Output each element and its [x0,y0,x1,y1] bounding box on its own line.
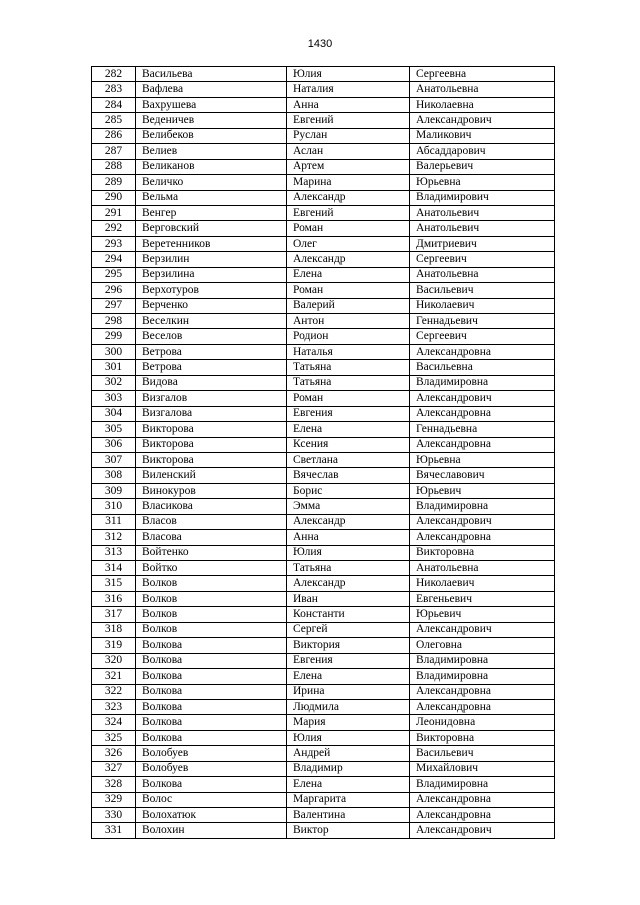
row-number-cell: 329 [92,792,136,807]
table-row [92,730,555,745]
middle-name-cell: Александрович [410,823,555,838]
middle-name-cell: Александровна [410,808,555,823]
table-row [92,267,555,282]
table-row [92,437,555,452]
row-number-cell: 317 [92,607,136,622]
row-number-cell: 296 [92,283,136,298]
first-name-cell: Людмила [287,699,410,714]
table-row [92,144,555,159]
row-number-cell: 318 [92,622,136,637]
first-name-cell: Родион [287,329,410,344]
middle-name-cell: Александровна [410,530,555,545]
row-number-cell: 286 [92,128,136,143]
first-name-cell: Константи [287,607,410,622]
middle-name-cell: Сергеевич [410,252,555,267]
row-number-cell: 304 [92,406,136,421]
row-number-cell: 297 [92,298,136,313]
middle-name-cell: Анатольевна [410,561,555,576]
middle-name-cell: Викторовна [410,545,555,560]
middle-name-cell: Александрович [410,391,555,406]
first-name-cell: Сергей [287,622,410,637]
first-name-cell: Виктория [287,638,410,653]
row-number-cell: 328 [92,777,136,792]
table-row [92,128,555,143]
middle-name-cell: Николаевна [410,97,555,112]
last-name-cell: Волкова [136,684,287,699]
first-name-cell: Евгения [287,406,410,421]
table-row [92,530,555,545]
table-row [92,406,555,421]
first-name-cell: Марина [287,175,410,190]
last-name-cell: Волобуев [136,761,287,776]
middle-name-cell: Викторовна [410,730,555,745]
row-number-cell: 289 [92,175,136,190]
table-row [92,97,555,112]
first-name-cell: Аслан [287,144,410,159]
first-name-cell: Валентина [287,808,410,823]
first-name-cell: Светлана [287,452,410,467]
table-row [92,622,555,637]
last-name-cell: Ветрова [136,344,287,359]
middle-name-cell: Васильевна [410,360,555,375]
middle-name-cell: Александрович [410,622,555,637]
last-name-cell: Веденичев [136,113,287,128]
first-name-cell: Ирина [287,684,410,699]
middle-name-cell: Александрович [410,514,555,529]
table-row [92,236,555,251]
middle-name-cell: Геннадьевна [410,422,555,437]
last-name-cell: Веретенников [136,236,287,251]
first-name-cell: Елена [287,422,410,437]
middle-name-cell: Владимировна [410,777,555,792]
row-number-cell: 324 [92,715,136,730]
table-row [92,314,555,329]
last-name-cell: Винокуров [136,483,287,498]
row-number-cell: 313 [92,545,136,560]
row-number-cell: 312 [92,530,136,545]
first-name-cell: Борис [287,483,410,498]
last-name-cell: Волобуев [136,746,287,761]
first-name-cell: Вячеслав [287,468,410,483]
middle-name-cell: Васильевич [410,283,555,298]
first-name-cell: Роман [287,283,410,298]
middle-name-cell: Александровна [410,684,555,699]
last-name-cell: Веселов [136,329,287,344]
last-name-cell: Вафлева [136,82,287,97]
row-number-cell: 288 [92,159,136,174]
names-table-body [92,67,555,839]
row-number-cell: 319 [92,638,136,653]
first-name-cell: Евгений [287,113,410,128]
first-name-cell: Юлия [287,67,410,82]
first-name-cell: Артем [287,159,410,174]
row-number-cell: 287 [92,144,136,159]
first-name-cell: Юлия [287,730,410,745]
first-name-cell: Антон [287,314,410,329]
last-name-cell: Вахрушева [136,97,287,112]
first-name-cell: Анна [287,97,410,112]
last-name-cell: Верченко [136,298,287,313]
middle-name-cell: Александровна [410,344,555,359]
last-name-cell: Велибеков [136,128,287,143]
row-number-cell: 325 [92,730,136,745]
last-name-cell: Видова [136,375,287,390]
last-name-cell: Великанов [136,159,287,174]
last-name-cell: Власов [136,514,287,529]
last-name-cell: Волков [136,607,287,622]
last-name-cell: Верговский [136,221,287,236]
row-number-cell: 308 [92,468,136,483]
row-number-cell: 321 [92,669,136,684]
row-number-cell: 305 [92,422,136,437]
last-name-cell: Венгер [136,205,287,220]
table-row [92,792,555,807]
table-row [92,607,555,622]
page-number: 1430 [307,38,333,50]
table-row [92,221,555,236]
middle-name-cell: Сергеевич [410,329,555,344]
middle-name-cell: Сергеевна [410,67,555,82]
table-row [92,283,555,298]
row-number-cell: 285 [92,113,136,128]
table-row [92,375,555,390]
last-name-cell: Волкова [136,669,287,684]
row-number-cell: 284 [92,97,136,112]
table-row [92,591,555,606]
table-row [92,746,555,761]
first-name-cell: Наталия [287,82,410,97]
middle-name-cell: Николаевич [410,576,555,591]
middle-name-cell: Юрьевна [410,452,555,467]
row-number-cell: 326 [92,746,136,761]
last-name-cell: Волос [136,792,287,807]
middle-name-cell: Владимировна [410,375,555,390]
row-number-cell: 299 [92,329,136,344]
table-row [92,576,555,591]
table-row [92,190,555,205]
last-name-cell: Васильева [136,67,287,82]
middle-name-cell: Леонидовна [410,715,555,730]
table-row [92,468,555,483]
row-number-cell: 310 [92,499,136,514]
row-number-cell: 320 [92,653,136,668]
first-name-cell: Руслан [287,128,410,143]
row-number-cell: 315 [92,576,136,591]
table-row [92,159,555,174]
row-number-cell: 282 [92,67,136,82]
table-row [92,82,555,97]
table-row [92,344,555,359]
table-row [92,823,555,838]
first-name-cell: Иван [287,591,410,606]
row-number-cell: 290 [92,190,136,205]
last-name-cell: Войтенко [136,545,287,560]
first-name-cell: Маргарита [287,792,410,807]
last-name-cell: Викторова [136,422,287,437]
last-name-cell: Волков [136,591,287,606]
row-number-cell: 298 [92,314,136,329]
table-row [92,205,555,220]
last-name-cell: Власикова [136,499,287,514]
last-name-cell: Верзилин [136,252,287,267]
table-row [92,499,555,514]
middle-name-cell: Александровна [410,406,555,421]
middle-name-cell: Геннадьевич [410,314,555,329]
row-number-cell: 302 [92,375,136,390]
last-name-cell: Визгалова [136,406,287,421]
middle-name-cell: Николаевич [410,298,555,313]
last-name-cell: Волкова [136,699,287,714]
row-number-cell: 307 [92,452,136,467]
middle-name-cell: Александрович [410,113,555,128]
first-name-cell: Евгения [287,653,410,668]
first-name-cell: Роман [287,221,410,236]
first-name-cell: Олег [287,236,410,251]
last-name-cell: Верхотуров [136,283,287,298]
table-row [92,298,555,313]
last-name-cell: Волков [136,622,287,637]
middle-name-cell: Александровна [410,792,555,807]
middle-name-cell: Евгеньевич [410,591,555,606]
table-row [92,684,555,699]
row-number-cell: 311 [92,514,136,529]
names-table [91,66,555,839]
last-name-cell: Визгалов [136,391,287,406]
middle-name-cell: Владимирович [410,190,555,205]
first-name-cell: Александр [287,514,410,529]
row-number-cell: 327 [92,761,136,776]
middle-name-cell: Владимировна [410,499,555,514]
first-name-cell: Елена [287,777,410,792]
first-name-cell: Елена [287,669,410,684]
middle-name-cell: Юрьевна [410,175,555,190]
last-name-cell: Велиев [136,144,287,159]
row-number-cell: 301 [92,360,136,375]
middle-name-cell: Вячеславович [410,468,555,483]
middle-name-cell: Анатольевич [410,205,555,220]
last-name-cell: Волохин [136,823,287,838]
row-number-cell: 303 [92,391,136,406]
last-name-cell: Волкова [136,638,287,653]
first-name-cell: Андрей [287,746,410,761]
first-name-cell: Роман [287,391,410,406]
middle-name-cell: Юрьевич [410,483,555,498]
first-name-cell: Елена [287,267,410,282]
table-row [92,252,555,267]
last-name-cell: Волохатюк [136,808,287,823]
middle-name-cell: Юрьевич [410,607,555,622]
row-number-cell: 323 [92,699,136,714]
first-name-cell: Валерий [287,298,410,313]
table-row [92,113,555,128]
first-name-cell: Юлия [287,545,410,560]
first-name-cell: Виктор [287,823,410,838]
last-name-cell: Ветрова [136,360,287,375]
last-name-cell: Волкова [136,777,287,792]
table-row [92,638,555,653]
row-number-cell: 300 [92,344,136,359]
table-row [92,653,555,668]
last-name-cell: Виленский [136,468,287,483]
table-row [92,360,555,375]
table-row [92,808,555,823]
last-name-cell: Волкова [136,730,287,745]
row-number-cell: 314 [92,561,136,576]
first-name-cell: Наталья [287,344,410,359]
table-row [92,699,555,714]
last-name-cell: Волкова [136,653,287,668]
last-name-cell: Викторова [136,452,287,467]
first-name-cell: Александр [287,252,410,267]
first-name-cell: Александр [287,576,410,591]
row-number-cell: 316 [92,591,136,606]
row-number-cell: 309 [92,483,136,498]
middle-name-cell: Анатольевич [410,221,555,236]
first-name-cell: Ксения [287,437,410,452]
table-row [92,669,555,684]
middle-name-cell: Анатольевна [410,267,555,282]
first-name-cell: Анна [287,530,410,545]
table-row [92,329,555,344]
first-name-cell: Мария [287,715,410,730]
first-name-cell: Татьяна [287,375,410,390]
first-name-cell: Евгений [287,205,410,220]
table-row [92,514,555,529]
table-row [92,715,555,730]
last-name-cell: Войтко [136,561,287,576]
row-number-cell: 322 [92,684,136,699]
row-number-cell: 330 [92,808,136,823]
last-name-cell: Власова [136,530,287,545]
last-name-cell: Волкова [136,715,287,730]
last-name-cell: Вельма [136,190,287,205]
row-number-cell: 295 [92,267,136,282]
table-row [92,175,555,190]
row-number-cell: 306 [92,437,136,452]
middle-name-cell: Александровна [410,437,555,452]
table-row [92,483,555,498]
row-number-cell: 283 [92,82,136,97]
middle-name-cell: Олеговна [410,638,555,653]
last-name-cell: Величко [136,175,287,190]
first-name-cell: Эмма [287,499,410,514]
middle-name-cell: Васильевич [410,746,555,761]
last-name-cell: Веселкин [136,314,287,329]
row-number-cell: 293 [92,236,136,251]
table-row [92,391,555,406]
table-row [92,422,555,437]
middle-name-cell: Маликович [410,128,555,143]
row-number-cell: 291 [92,205,136,220]
middle-name-cell: Дмитриевич [410,236,555,251]
table-row [92,761,555,776]
middle-name-cell: Владимировна [410,669,555,684]
middle-name-cell: Валерьевич [410,159,555,174]
table-row [92,452,555,467]
middle-name-cell: Анатольевна [410,82,555,97]
table-row [92,67,555,82]
last-name-cell: Викторова [136,437,287,452]
table-row [92,561,555,576]
row-number-cell: 331 [92,823,136,838]
row-number-cell: 294 [92,252,136,267]
first-name-cell: Владимир [287,761,410,776]
row-number-cell: 292 [92,221,136,236]
first-name-cell: Александр [287,190,410,205]
table-row [92,777,555,792]
middle-name-cell: Михайлович [410,761,555,776]
table-row [92,545,555,560]
middle-name-cell: Абсаддарович [410,144,555,159]
last-name-cell: Верзилина [136,267,287,282]
middle-name-cell: Александровна [410,699,555,714]
first-name-cell: Татьяна [287,360,410,375]
first-name-cell: Татьяна [287,561,410,576]
last-name-cell: Волков [136,576,287,591]
middle-name-cell: Владимировна [410,653,555,668]
